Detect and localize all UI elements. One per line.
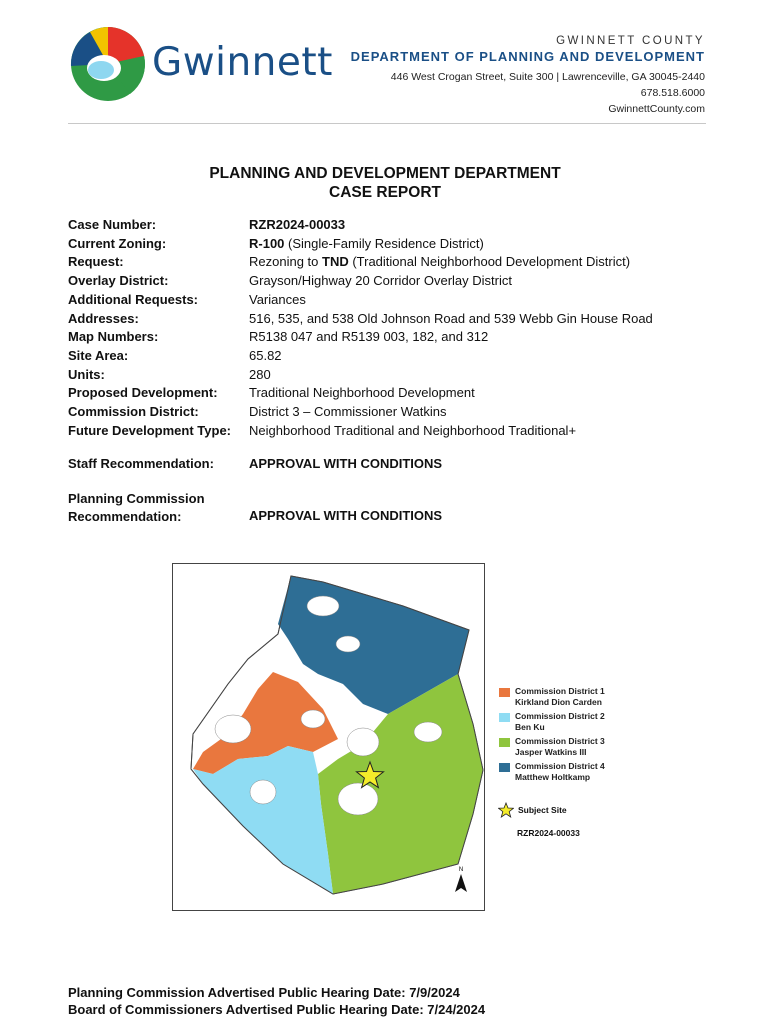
field-value: Variances <box>249 291 306 307</box>
field-label: Current Zoning: <box>68 235 167 251</box>
legend-commissioner: Jasper Watkins III <box>515 746 587 757</box>
department-header <box>351 35 705 117</box>
field-current-zoning <box>68 235 708 254</box>
field-label: Future Development Type: <box>68 422 232 438</box>
staff-rec-label: Staff Recommendation: <box>68 456 214 471</box>
field-future-development-type <box>68 422 708 441</box>
request-code: TND <box>322 254 349 270</box>
field-label: Additional Requests: <box>68 291 199 307</box>
field-value: R5138 047 and R5139 003, 182, and 312 <box>249 329 489 345</box>
page-title <box>0 164 770 202</box>
map-legend <box>499 686 611 786</box>
north-label: N <box>458 867 464 873</box>
address-line: 446 West Crogan Street, Suite 300 | Lawrenceville, GA 30045-2440 <box>390 71 705 83</box>
legend-item-district-2 <box>499 711 611 732</box>
field-label: Map Numbers: <box>68 329 159 345</box>
field-value: Traditional Neighborhood Development <box>249 385 475 401</box>
star-icon <box>498 802 514 818</box>
legend-title: Commission District 2 <box>515 711 605 721</box>
pc-hearing-date: Planning Commission Advertised Public Hearing Date: 7/9/2024 <box>68 985 460 1000</box>
request-pre: Rezoning to <box>249 254 322 270</box>
legend-title: Commission District 4 <box>515 761 605 771</box>
field-value: Neighborhood Traditional and Neighborhood Traditional+ <box>249 422 577 438</box>
field-addresses <box>68 310 708 329</box>
field-label: Units: <box>68 366 105 382</box>
zoning-code: R-100 <box>249 235 285 251</box>
field-case-number <box>68 216 708 235</box>
legend-item-district-3 <box>499 736 611 757</box>
field-proposed-development <box>68 384 708 403</box>
field-value: Grayson/Highway 20 Corridor Overlay District <box>249 273 512 289</box>
gwinnett-logo-icon <box>70 26 146 102</box>
zoning-desc: (Single-Family Residence District) <box>284 235 484 251</box>
legend-title: Commission District 3 <box>515 736 605 746</box>
legend-swatch <box>499 738 510 747</box>
field-site-area <box>68 347 708 366</box>
legend-swatch <box>499 688 510 697</box>
field-label: Addresses: <box>68 310 139 326</box>
field-request <box>68 253 708 272</box>
title-line-1: PLANNING AND DEVELOPMENT DEPARTMENT <box>209 165 561 182</box>
legend-item-district-4 <box>499 761 611 782</box>
legend-commissioner: Matthew Holtkamp <box>515 771 591 782</box>
field-label: Site Area: <box>68 347 129 363</box>
legend-item-district-1 <box>499 686 611 707</box>
field-units <box>68 366 708 385</box>
boc-hearing-date: Board of Commissioners Advertised Public Hearing Date: 7/24/2024 <box>68 1002 486 1017</box>
legend-swatch <box>499 763 510 772</box>
field-value <box>249 253 708 272</box>
logo-wordmark: Gwinnett <box>152 40 333 85</box>
field-label: Request: <box>68 254 124 270</box>
hearing-dates <box>68 984 485 1018</box>
field-map-numbers <box>68 328 708 347</box>
case-fields <box>68 216 708 440</box>
title-line-2: CASE REPORT <box>329 184 441 201</box>
district-map <box>172 563 485 911</box>
header-divider <box>68 123 706 124</box>
pc-rec-label-2: Recommendation: <box>68 509 182 524</box>
staff-rec-value: APPROVAL WITH CONDITIONS <box>249 456 443 471</box>
field-value: 65.82 <box>249 347 282 363</box>
website-line: GwinnettCounty.com <box>608 103 705 115</box>
legend-swatch <box>499 713 510 722</box>
field-value: 516, 535, and 538 Old Johnson Road and 539 Webb Gin House Road <box>249 310 653 326</box>
phone-line: 678.518.6000 <box>640 87 705 99</box>
legend-title: Commission District 1 <box>515 686 605 696</box>
field-value: District 3 – Commissioner Watkins <box>249 404 447 420</box>
field-additional-requests <box>68 291 708 310</box>
north-arrow-icon <box>455 874 467 892</box>
pc-rec-label-1: Planning Commission <box>68 491 205 506</box>
subject-site-label: Subject Site <box>518 805 567 815</box>
legend-commissioner: Ben Ku <box>515 721 545 732</box>
field-value: 280 <box>249 366 271 382</box>
field-label: Commission District: <box>68 404 199 420</box>
map-case-number: RZR2024-00033 <box>517 828 580 838</box>
legend-commissioner: Kirkland Dion Carden <box>515 696 602 707</box>
field-commission-district <box>68 403 708 422</box>
department-name: DEPARTMENT OF PLANNING AND DEVELOPMENT <box>350 49 705 64</box>
field-value: RZR2024-00033 <box>249 217 346 232</box>
legend-subject-site <box>498 802 567 818</box>
field-label: Case Number: <box>68 217 157 232</box>
field-label: Proposed Development: <box>68 385 218 401</box>
staff-recommendation <box>68 456 214 471</box>
county-name: GWINNETT COUNTY <box>556 35 705 47</box>
request-desc: (Traditional Neighborhood Development District) <box>348 254 631 270</box>
field-overlay-district <box>68 272 708 291</box>
pc-rec-value: APPROVAL WITH CONDITIONS <box>249 508 443 523</box>
pc-recommendation <box>68 490 205 526</box>
field-label: Overlay District: <box>68 273 169 289</box>
field-value <box>249 235 708 254</box>
